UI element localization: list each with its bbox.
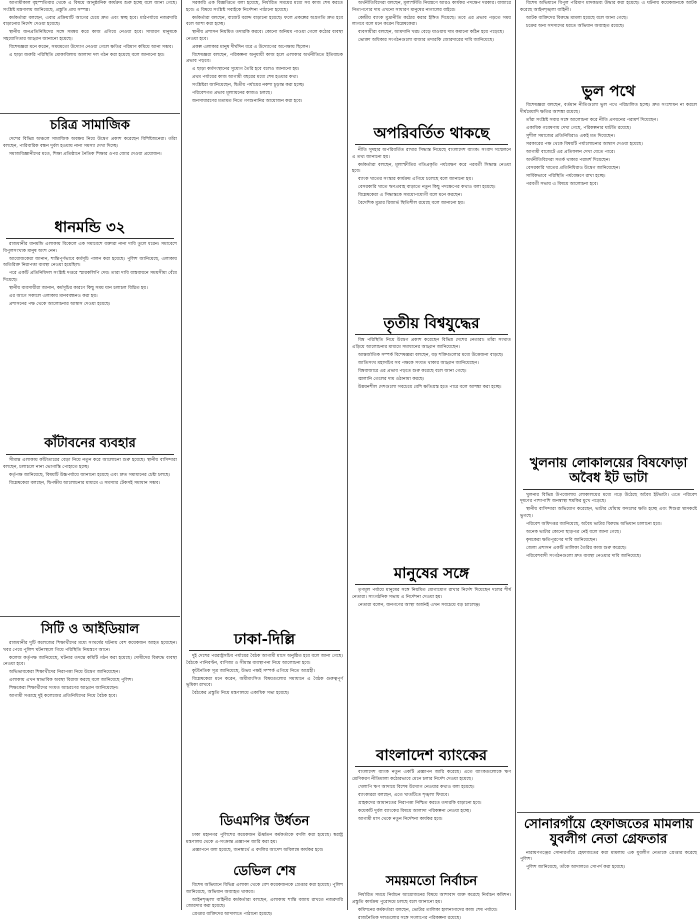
article-body <box>183 0 346 108</box>
article-paragraph: প্রশাসনের পক্ষ থেকে আলোচনার আশ্বাস দেওয়া হয়েছে। <box>9 301 111 307</box>
headline: ডিএমপির উর্ধতন <box>219 814 310 829</box>
article-paragraph: অনেক ভাটার কোনো ছাড়পত্র নেই বলে জানা গেছে। <box>526 530 621 536</box>
article-body <box>349 0 514 47</box>
article-paragraph: ভোক্তা অধিকার সংগঠনগুলো বাজার তদারকি জোরদারের দাবি জানিয়েছে। <box>358 38 494 44</box>
article-col4-continued <box>517 0 700 78</box>
article-paragraph: কমিশনের কর্মকর্তারা বলছেন, ভোটার তালিকা হালনাগাদের কাজ শেষ পর্যায়ে। <box>358 907 498 913</box>
article-paragraph: কর্মকর্তারা বলছেন, বাজেট বরাদ্দ বাড়ানো হয়েছে। ফলে প্রকল্পের অগ্রগতি দ্রুত হবে বলে আশা করা হচ্ছে। <box>186 15 343 28</box>
headline: সিটি ও আইডিয়াল <box>40 622 140 637</box>
article-paragraph: বৈঠকের প্রস্তুতি নিয়ে মন্ত্রণালয়ে একাধিক সভা হয়েছে। <box>192 691 290 697</box>
article-paragraph: অর্থনীতিবিদেরা বলছেন, মূল্যস্ফীতি নিয়ন্ত্রণে আরও কার্যকর পদক্ষেপ দরকার। বাজারে নিত্যপণ্যের দাম এখনো সাধারণ মানুষের নাগালের বাইরে। <box>352 1 511 13</box>
article-timely-election <box>349 872 514 921</box>
article-body <box>517 850 700 875</box>
article-body <box>183 653 346 700</box>
article-khulna-brick-kiln <box>517 454 700 810</box>
article-paragraph: শিক্ষকেরা শিক্ষার্থীদের সংযত আচরণের আহ্বান জানিয়েছেন। <box>9 686 119 692</box>
article-body <box>183 882 346 921</box>
article-paragraph: কর্তৃপক্ষ জানিয়েছে, বিষয়টি উচ্চপর্যায়ে জানানো হয়েছে এবং দ্রুত সমাধানের চেষ্টা চলছে। <box>9 472 171 478</box>
article-paragraph: অর্থনীতিবিদেরা সতর্ক থাকার পরামর্শ দিয়েছেন। <box>526 157 611 163</box>
article-paragraph: স্থানীয় বাসিন্দারা অভিযোগ করেছেন, ভাটার ধোঁয়ায় ফসলের ক্ষতি হচ্ছে এবং শিশুরা শ্বাসকষ্টে ভুগছে। <box>520 507 697 520</box>
article-unchanged <box>349 122 514 310</box>
article-paragraph: খুলনার বিভিন্ন উপজেলায় লোকালয়ের মধ্যে গড়ে উঠেছে অবৈধ ইটভাটা। এতে পরিবেশ দূষণের পাশাপাশি জনস্বাস্থ্য হুমকির মুখে পড়েছে। <box>520 492 697 505</box>
article-body <box>349 587 514 612</box>
column-rule <box>515 0 516 910</box>
column-4 <box>517 0 700 910</box>
article-paragraph: সংশ্লিষ্টরা জানিয়েছেন, দ্বিতীয় পর্যায়ের নকশা চূড়ান্ত করা হচ্ছে। <box>192 83 305 89</box>
article-paragraph: একাধিক গবেষণায় দেখা গেছে, পরিকল্পনার ঘাটতি রয়েছে। <box>526 125 632 131</box>
article-paragraph: এলাকায় এখন স্বাভাবিক অবস্থা বিরাজ করছে বলে জানিয়েছে পুলিশ। <box>9 678 134 684</box>
headline: মানুষের সঙ্গে <box>355 562 508 585</box>
headline: চরিত্র সামাজিক <box>50 118 130 133</box>
article-paragraph: রাজধানীর দুটি কলেজের শিক্ষার্থীদের মধ্যে সংঘর্ষের ঘটনায় বেশ কয়েকজন আহত হয়েছেন। খবর পেয়ে পুলিশ ঘটনাস্থলে গিয়ে পরিস্থিতি নিয়ন্ত্রণে আনে। <box>3 640 177 653</box>
article-paragraph: পরিবেশ অধিদপ্তর জানিয়েছে, অবৈধ ভাটার বিরুদ্ধে অভিযান চালানো হবে। <box>526 522 662 528</box>
article-paragraph: আন্তর্জাতিক সম্পর্ক বিশেষজ্ঞরা বলছেন, বড় শক্তিগুলোর মধ্যে উত্তেজনা বাড়ছে। <box>358 352 504 358</box>
article-col2-continued <box>183 0 346 626</box>
article-paragraph: বিশ্লেষকেরা বলছেন, দ্বিপক্ষীয় আলোচনার মাধ্যমে এ সমস্যার টেকসই সমাধান সম্ভব। <box>9 480 160 486</box>
column-2 <box>183 0 346 918</box>
article-paragraph: বিশ্লেষকেরা এ সিদ্ধান্তকে সময়োপযোগী বলে মনে করছেন। <box>358 193 463 199</box>
headline: তৃতীয় বিশ্বযুদ্ধের <box>355 312 508 335</box>
headline: ভুল পথে <box>581 82 636 100</box>
article-paragraph: সীমান্ত এলাকায় কাঁটাতারের বেড়া নিয়ে নতুন করে আলোচনা শুরু হয়েছে। স্থানীয় বাসিন্দারা বলছেন, চলাচলে নানা ভোগান্তি পোহাতে হচ্ছে। <box>3 457 177 470</box>
article-paragraph: আয়োজকেরা জানান, শান্তিপূর্ণভাবে কর্মসূচি পালন করা হয়েছে। পুলিশ জানিয়েছে, এলাকায় অতিরিক্ত নিরাপত্তা ব্যবস্থা নেওয়া হয়েছিল। <box>3 256 177 269</box>
article-paragraph: নারায়ণগঞ্জের সোনারগাঁয়ে হেফাজতের করা মামলায় এক যুবলীগ নেতাকে গ্রেপ্তার করেছে পুলিশ। <box>520 850 697 863</box>
article-body <box>349 337 514 394</box>
article-paragraph: দেশের বিভিন্ন অঞ্চলে সামাজিক অবক্ষয় নিয়ে উদ্বেগ প্রকাশ করেছেন বিশিষ্টজনেরা। তাঁরা বলছেন, পারিবারিক বন্ধন দুর্বল হওয়ায় নানা সমস্যা দেখা দিচ্ছে। <box>3 136 177 149</box>
article-paragraph: আগামী বাজেটে এর প্রতিফলন দেখা যেতে পারে। <box>526 149 616 155</box>
headline: খুলনায় লোকালয়ের বিষফোড়া অবৈধ ইট ভাটা <box>523 454 694 490</box>
article-paragraph: পুলিশ জানিয়েছে, তাঁকে আদালতে সোপর্দ করা হয়েছে। <box>526 865 626 871</box>
article-paragraph: সুশীল সমাজের প্রতিনিধিরাও একই মত দিয়েছেন। <box>526 133 615 139</box>
article-paragraph: উন্নয়নশীল দেশগুলো সবচেয়ে বেশি ক্ষতিগ্রস্ত হতে পারে বলে আশঙ্কা করা হচ্ছে। <box>358 384 502 390</box>
article-paragraph: কূটনৈতিক সূত্র জানিয়েছে, উভয় পক্ষই সম্পর্ক এগিয়ে নিতে আগ্রহী। <box>192 668 315 674</box>
article-paragraph: সার্বিকভাবে পরিস্থিতি পর্যবেক্ষণে রাখা হচ্ছে। <box>526 173 606 179</box>
article-paragraph: কর্মকর্তারা বলছেন, এবার প্রক্রিয়াটি আগের চেয়ে দ্রুত এবং স্বচ্ছ হবে। মাঠপর্যায়ে নজরদারি বাড়ানোর নির্দেশ দেওয়া হয়েছে। <box>3 15 177 28</box>
article-paragraph: কেন্দ্রীয় ব্যাংক মুদ্রানীতি কঠোর করার ইঙ্গিত দিয়েছে। তবে এর প্রভাব পড়তে সময় লাগবে বলে মনে করেন বিশ্লেষকেরা। <box>352 15 511 28</box>
column-1 <box>0 0 180 910</box>
article-bangladesh-bank <box>349 744 514 870</box>
article-paragraph: ব্যবসায়ীরা বলছেন, আমদানি খরচ বেড়ে যাওয়ায় দাম কমানো কঠিন হয়ে পড়েছে। <box>358 30 505 36</box>
article-paragraph: এ ছাড়া কর্মসংস্থানের সুযোগ তৈরি হবে বলেও জানানো হয়। <box>192 67 300 73</box>
article-paragraph: প্রজ্ঞাপনে বলা হয়েছে, জনস্বার্থে এ বদলির আদেশ অবিলম্বে কার্যকর হবে। <box>192 847 324 853</box>
article-paragraph: নির্ধারিত সময়ে নির্বাচন আয়োজনের বিষয়ে আশাবাদ ব্যক্ত করেছে নির্বাচন কমিশন। প্রস্তুতি কার্যক্রম পুরোদমে চলছে বলে জানানো হয়। <box>352 892 511 905</box>
article-body <box>517 0 700 33</box>
headline: অপরিবর্তিত থাকছে <box>355 122 508 145</box>
article-paragraph: কলেজ কর্তৃপক্ষ জানিয়েছে, ঘটনার তদন্তে কমিটি গঠন করা হয়েছে। দোষীদের বিরুদ্ধে ব্যবস্থা নেওয়া হবে। <box>3 655 177 668</box>
article-body <box>183 832 346 857</box>
article-paragraph: বিশেষজ্ঞরা মনে করেন, সময়মতো উদ্যোগ নেওয়া গেলে ক্ষতির পরিমাণ কমিয়ে আনা সম্ভব। <box>9 44 173 50</box>
headline: ঢাকা-দিল্লি <box>189 628 340 651</box>
article-paragraph: খেলাপি ঋণ আদায়ে বিশেষ উদ্যোগ নেওয়ার কথাও বলা হয়েছে। <box>358 784 475 790</box>
article-divider <box>0 113 180 114</box>
article-paragraph: রাজধানীর ধানমন্ডি এলাকায় বিকেলে এক সমাবেশে বক্তারা নানা দাবি তুলে ধরেন। সমাবেশে বিপুলসংখ্যক মানুষ অংশ নেন। <box>3 242 177 254</box>
article-paragraph: এ ছাড়া জরুরি পরিস্থিতি মোকাবিলায় আলাদা দল গঠন করা হয়েছে বলে জানানো হয়। <box>9 52 165 58</box>
article-paragraph: আটক ব্যক্তিদের বিরুদ্ধে মামলা হয়েছে বলে জানা গেছে। <box>526 15 628 21</box>
headline: ধানমন্ডি ৩২ <box>6 216 174 239</box>
article-sonargaon-arrest <box>517 815 700 910</box>
article-paragraph: বেসরকারি খাতের প্রতিনিধিরাও উদ্বেগ জানিয়েছেন। <box>526 165 620 171</box>
article-paragraph: পরবর্তী সভায় এ বিষয়ে আলোচনা হবে। <box>526 181 599 187</box>
article-paragraph: বিশেষজ্ঞরা বলছেন, বর্তমান নীতিগুলো ভুল পথে পরিচালিত হচ্ছে। দ্রুত সংশোধন না করলে দীর্ঘমেয়াদি ক্ষতির আশঙ্কা রয়েছে। <box>520 103 697 115</box>
article-dhaka-delhi <box>183 628 346 810</box>
article-col3-continued <box>349 0 514 120</box>
article-paragraph: বিশ্লেষকেরা মনে করেন, অমীমাংসিত বিষয়গুলোর সমাধানে এ বৈঠক গুরুত্বপূর্ণ ভূমিকা রাখবে। <box>186 676 343 689</box>
article-third-world-war <box>349 312 514 560</box>
article-paragraph: কয়েকটি দুর্বল ব্যাংকের বিষয়ে আলাদা পরিকল্পনা নেওয়া হচ্ছে। <box>358 808 471 814</box>
article-dmp-senior <box>183 812 346 861</box>
article-body <box>0 241 180 311</box>
headline: সোনারগাঁয়ে হেফাজতের মামলায় যুবলীগ নেতা গ্রেফতার <box>524 817 693 847</box>
article-paragraph: কর্মকর্তারা বলছেন, মূল্যস্ফীতির গতিপ্রকৃতি পর্যবেক্ষণ করে পরবর্তী সিদ্ধান্ত নেওয়া হবে। <box>352 162 511 175</box>
article-paragraph: অভিভাবকেরা শিক্ষার্থীদের নিরাপত্তা নিয়ে উদ্বেগ জানিয়েছেন। <box>9 670 120 676</box>
article-paragraph: স্থানীয় জনপ্রতিনিধিদের সঙ্গে সমন্বয় করে কাজ এগিয়ে নেওয়া হবে। সাধারণ মানুষকে সহযোগিতার আহ্বান জানানো হয়েছে। <box>3 30 177 42</box>
article-body <box>517 492 700 563</box>
article-paragraph: আগামী মাস থেকে নতুন নির্দেশনা কার্যকর হবে। <box>358 816 443 822</box>
article-kantaban <box>0 434 180 612</box>
article-paragraph: প্রকল্প এলাকার মানুষ দীর্ঘদিন ধরে এ উদ্যোগের অপেক্ষায় ছিলেন। <box>192 44 310 50</box>
article-paragraph: নীতি সুদহার অপরিবর্তিত রাখার সিদ্ধান্ত নিয়েছে বাংলাদেশ ব্যাংক। সংবাদ সম্মেলনে এ তথ্য জানানো হয়। <box>352 148 511 160</box>
article-social-character <box>0 116 180 214</box>
article-paragraph: বিশেষ অভিযানে বিপুল পরিমাণ মাদকদ্রব্য উদ্ধার করা হয়েছে। এ ঘটনায় কয়েকজনকে আটক করেছে আইনশৃঙ্খলা বাহিনী। <box>520 1 697 13</box>
article-paragraph: গ্রাহকদের আমানতের নিরাপত্তা নিশ্চিত করতে তদারকি বাড়ানো হবে। <box>358 800 482 806</box>
article-paragraph: বৈদেশিক মুদ্রার রিজার্ভ স্থিতিশীল রয়েছে বলে জানানো হয়। <box>358 201 465 207</box>
article-paragraph: সরকারের পক্ষ থেকে বিষয়টি পর্যালোচনার আশ্বাস দেওয়া হয়েছে। <box>526 141 643 147</box>
column-rule <box>347 0 348 910</box>
article-paragraph: পরিবেশবাদী সংগঠনগুলো দ্রুত ব্যবস্থা নেওয়ার দাবি জানিয়েছে। <box>526 553 642 559</box>
article-paragraph: জেলা প্রশাসন একটি তালিকা তৈরির কাজ শুরু করেছে। <box>526 545 627 551</box>
article-paragraph: বিশ্ব পরিস্থিতি নিয়ে উদ্বেগ প্রকাশ করেছেন বিভিন্ন দেশের নেতারা। তাঁরা সংঘাত এড়িয়ে আলোচনার মাধ্যমে সমাধানের আহ্বান জানিয়েছেন। <box>352 338 511 350</box>
article-body <box>349 892 514 924</box>
article-body <box>349 147 514 210</box>
headline: বাংলাদেশ ব্যাংকের <box>355 744 508 767</box>
headline: ডেভিল শেষ <box>233 864 296 879</box>
article-paragraph: ব্যাংকাররা বলছেন, এতে খাতটিতে শৃঙ্খলা ফিরবে। <box>358 792 449 798</box>
article-paragraph: পরিবেশগত প্রভাব মূল্যায়নের কাজও চলছে। <box>192 91 272 97</box>
column-3 <box>349 0 514 921</box>
article-paragraph: আগামীকাল বৃহস্পতিবার থেকে এ বিষয়ে আনুষ্ঠানিক কার্যক্রম শুরু হচ্ছে বলে জানা গেছে। সংশ্লিষ্ট মন্ত্রণালয় জানিয়েছে, প্রস্তুতি প্রায় সম্পন্ন। <box>3 1 177 13</box>
article-paragraph: জাতিসংঘ মহাসচিব সব পক্ষকে সংযত থাকার আহ্বান জানিয়েছেন। <box>358 360 479 366</box>
article-paragraph: জ্বালানি তেলের দাম ওঠানামা করছে। <box>358 376 425 382</box>
column-rule <box>181 0 182 910</box>
article-paragraph: সরকারি এক বিজ্ঞপ্তিতে বলা হয়েছে, নির্ধারিত সময়ের মধ্যে সব কাজ শেষ করতে হবে। এ বিষয়ে সংশ্লিষ্ট সবাইকে নির্দেশনা পাঠানো হয়েছে। <box>186 1 343 13</box>
article-body <box>0 457 180 490</box>
article-paragraph: আগামী সপ্তাহে দুই কলেজের প্রতিনিধিদের নিয়ে বৈঠক হবে। <box>9 694 118 700</box>
article-paragraph: পরে একটি প্রতিনিধিদল সংশ্লিষ্ট দপ্তরে স্মারকলিপি দেয়। তারা দাবি বাস্তবায়নে সময়সীমা বেঁধে দিয়েছে। <box>3 271 177 283</box>
article-paragraph: গ্রেপ্তার ব্যক্তিদের আদালতে পাঠানো হয়েছে। <box>192 912 273 918</box>
article-paragraph: দুই দেশের পররাষ্ট্রসচিব পর্যায়ের বৈঠক আগামী মাসে অনুষ্ঠিত হবে বলে জানা গেছে। বৈঠকে পানিবণ্টন, বাণিজ্য ও সীমান্ত ব্যবস্থাপনা নিয়ে আলোচনা হবে। <box>186 654 343 666</box>
article-paragraph: স্থানীয় প্রশাসন নিয়মিত তদারকি করবে। কোনো অনিয়ম পাওয়া গেলে কঠোর ব্যবস্থা নেওয়া হবে। <box>186 30 343 42</box>
article-devil-end <box>183 862 346 918</box>
article-paragraph: এর আগে সকালে এলাকায় মানববন্ধনও করা হয়। <box>9 293 98 299</box>
headline: কাঁটাবনের ব্যবহার <box>6 434 174 455</box>
article-paragraph: নেতারা বলেন, জনগণের আস্থা অর্জনই এখন সবচেয়ে বড় চ্যালেঞ্জ। <box>358 602 481 608</box>
article-with-people <box>349 562 514 742</box>
article-paragraph: কৃষকেরা ক্ষতিপূরণের দাবি জানিয়েছেন। <box>526 538 598 543</box>
article-paragraph: বিশেষজ্ঞরা বলছেন, পরিকল্পনা অনুযায়ী কাজ হলে এলাকার অর্থনীতিতে ইতিবাচক প্রভাব পড়বে। <box>186 52 343 65</box>
article-paragraph: প্রথম পর্যায়ের কাজ আগামী বছরের মধ্যে শেষ হওয়ার কথা। <box>192 75 299 81</box>
article-body <box>349 769 514 826</box>
article-paragraph: আইনশৃঙ্খলা বাহিনীর কর্মকর্তারা বলছেন, এলাকায় শান্তি বজায় রাখতে নজরদারি জোরদার করা হয়েছে। <box>186 897 343 910</box>
article-body <box>0 136 180 161</box>
article-paragraph: তৃণমূল পর্যায়ে মানুষের সঙ্গে নিয়মিত যোগাযোগ রাখার নির্দেশ দিয়েছেন দলের শীর্ষ নেতারা। সাংগঠনিক সভায় এ নির্দেশনা দেওয়া হয়। <box>352 588 511 600</box>
article-paragraph: চক্রের অন্য সদস্যদের ধরতে অভিযান অব্যাহত রয়েছে। <box>526 23 625 29</box>
article-paragraph: ঢাকা মহানগর পুলিশের কয়েকজন ঊর্ধ্বতন কর্মকর্তাকে বদলি করা হয়েছে। স্বরাষ্ট্র মন্ত্রণালয় থেকে এ-সংক্রান্ত প্রজ্ঞাপন জারি করা হয়। <box>186 832 343 845</box>
article-wrong-path <box>517 80 700 452</box>
article-col1-continued <box>0 0 180 112</box>
article-paragraph: স্থানীয় ব্যবসায়ীরা জানান, কর্মসূচির কারণে কিছু সময় যান চলাচল বিঘ্নিত হয়। <box>9 285 148 291</box>
article-body <box>0 0 180 62</box>
article-city-ideal <box>0 620 180 910</box>
article-paragraph: বেসরকারি খাতে ঋণপ্রবাহ বাড়াতে নতুন কিছু পদক্ষেপের কথাও বলা হয়েছে। <box>358 185 496 191</box>
article-paragraph: সমাজবিজ্ঞানীদের মতে, শিক্ষা প্রতিষ্ঠানে নৈতিক শিক্ষার ওপর জোর দেওয়া প্রয়োজন। <box>9 151 162 157</box>
article-paragraph: ব্যাংক খাতের সংস্কার কার্যক্রম এগিয়ে চলেছে বলে জানানো হয়। <box>358 177 473 183</box>
article-divider <box>517 812 700 813</box>
article-paragraph: বিশেষ অভিযানে বিভিন্ন এলাকা থেকে বেশ কয়েকজনকে গ্রেপ্তার করা হয়েছে। পুলিশ জানিয়েছে, অভিযান অব্যাহত থাকবে। <box>186 882 343 895</box>
article-body <box>517 102 700 190</box>
article-divider <box>0 616 180 617</box>
article-dhanmondi-32 <box>0 216 180 431</box>
article-paragraph: বিশ্ববাজারে এর প্রভাব পড়তে শুরু করেছে বলে জানা গেছে। <box>358 368 467 374</box>
article-body <box>0 640 180 703</box>
article-paragraph: রাজনৈতিক দলগুলোর সঙ্গে সংলাপের পরিকল্পনা রয়েছে। <box>358 915 462 921</box>
article-paragraph: বাংলাদেশ ব্যাংক নতুন একটি প্রজ্ঞাপন জারি করেছে। এতে ব্যাংকগুলোকে ঋণ শ্রেণিকরণ নীতিমালা কঠোরভাবে মেনে চলার নির্দেশ দেওয়া হয়েছে। <box>352 770 511 782</box>
headline: সময়মতো নির্বাচন <box>385 874 478 889</box>
article-paragraph: জনসাধারণের মতামত নিতে গণশুনানির আয়োজন করা হবে। <box>192 99 303 105</box>
article-paragraph: তাঁরা সংশ্লিষ্ট সবার সঙ্গে আলোচনা করে নীতি প্রণয়নের পরামর্শ দিয়েছেন। <box>526 117 658 123</box>
